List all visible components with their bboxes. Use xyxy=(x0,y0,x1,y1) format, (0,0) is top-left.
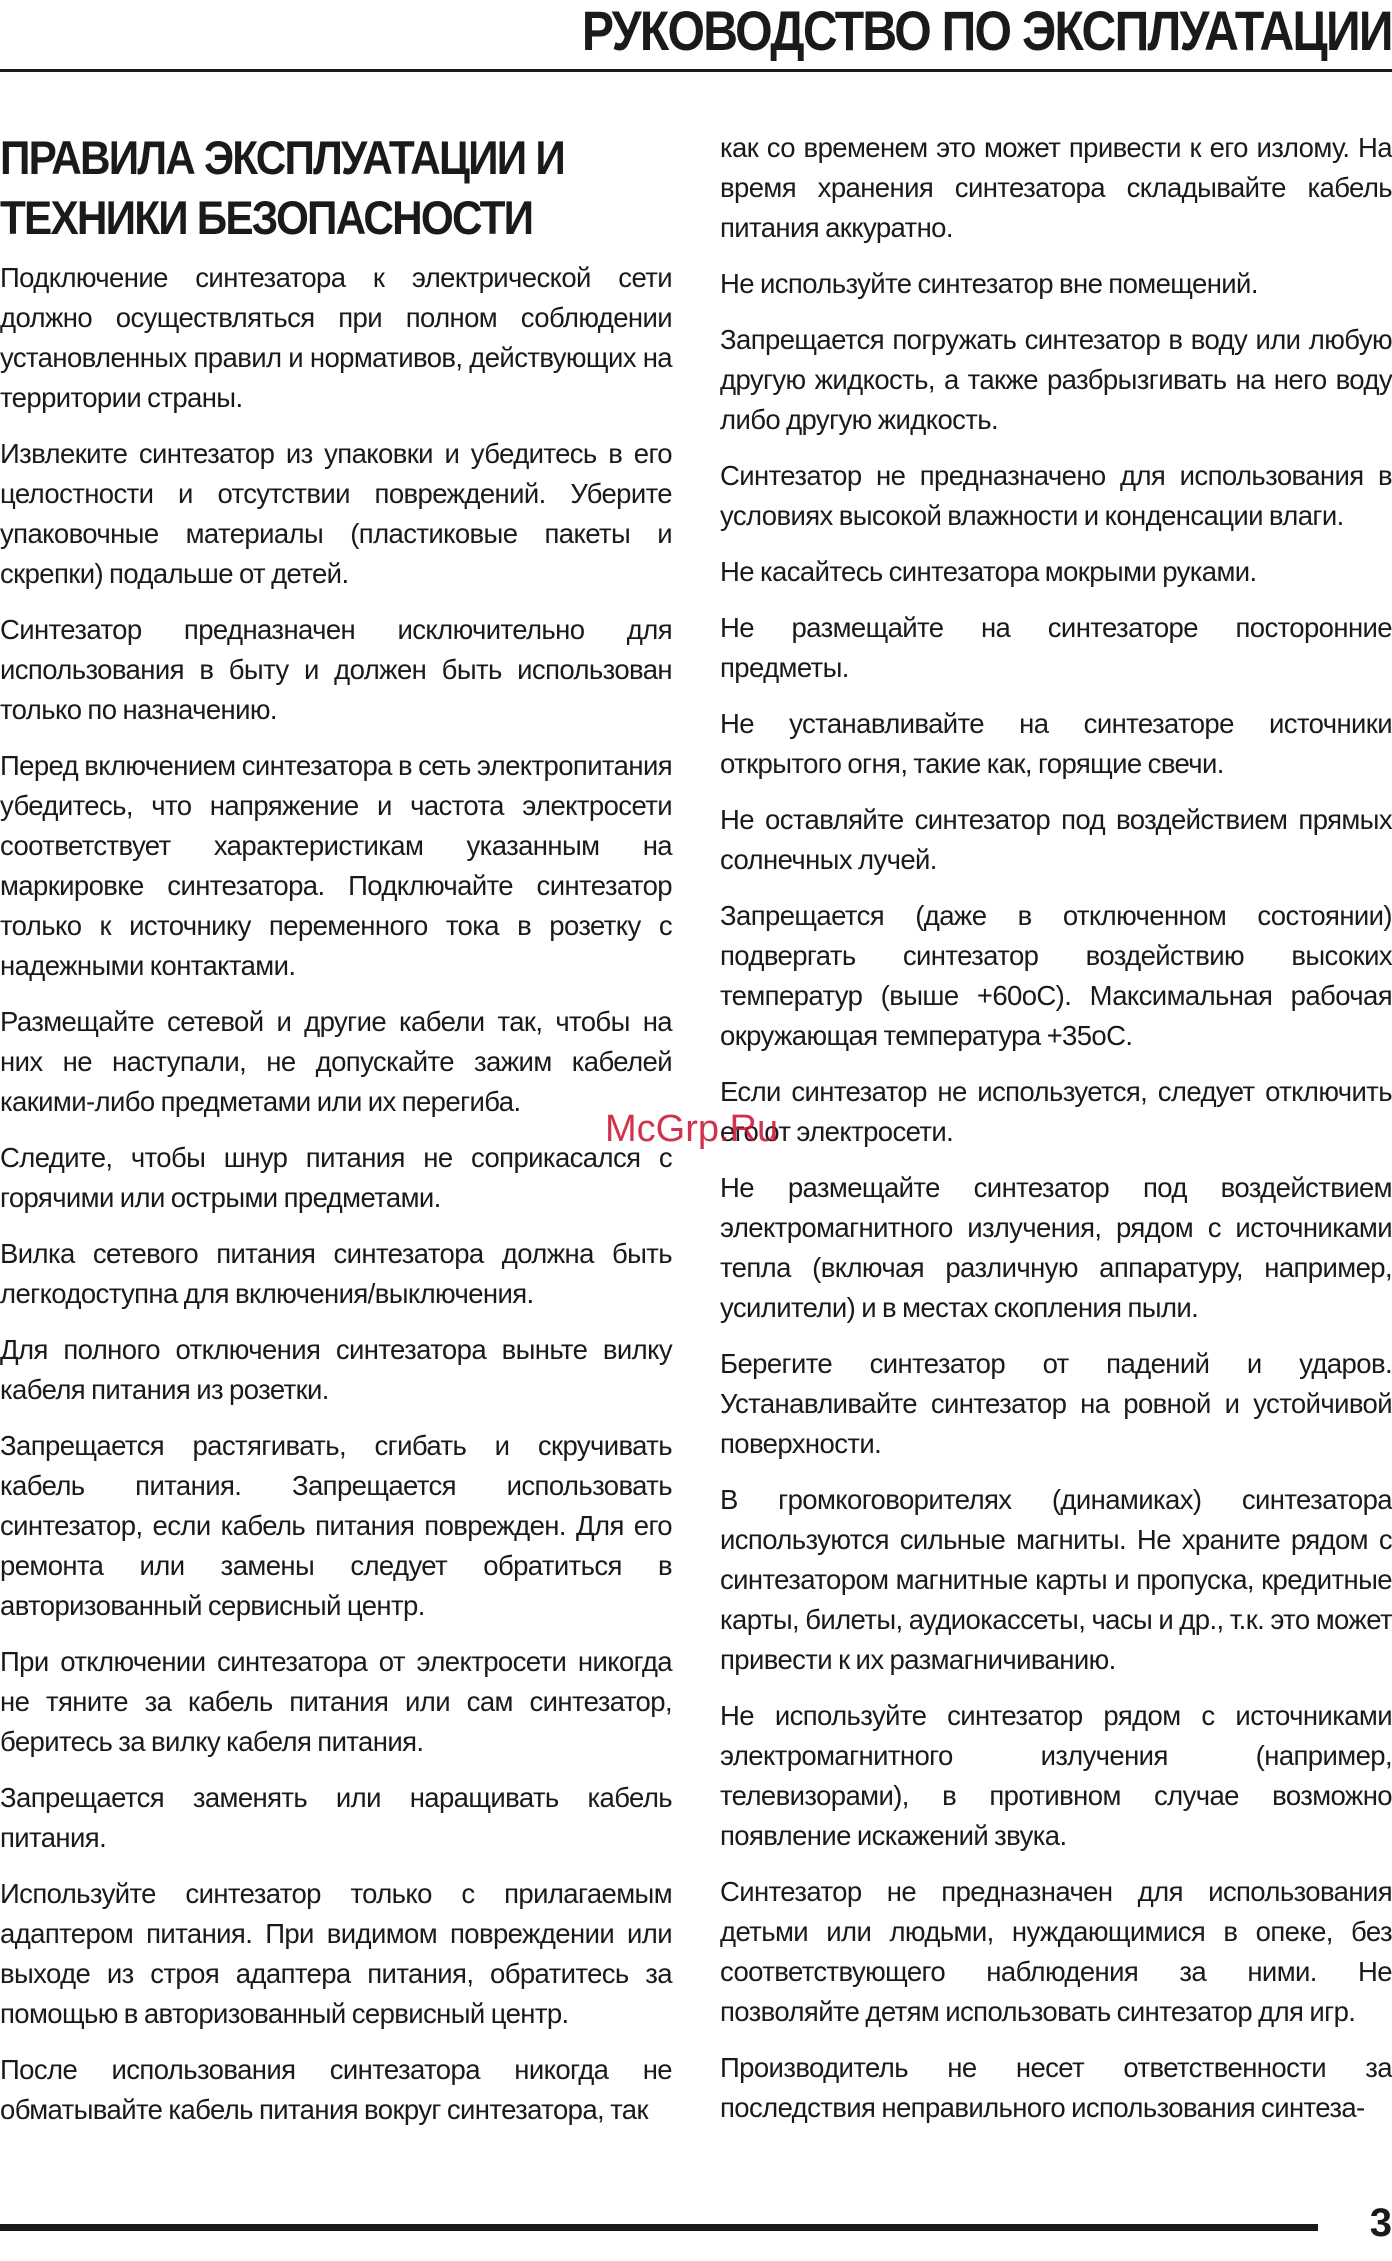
paragraph: Синтезатор не предназначено для использования в условиях высокой влажности и конденсации влаги. xyxy=(720,460,1392,531)
section-title-line-2: ТЕХНИКИ БЕЗОПАСНОСТИ xyxy=(0,191,533,244)
paragraph: как со временем это может привести к его излому. На время хранения синтезатора складывайте кабель питания аккуратно. xyxy=(720,132,1392,243)
paragraph: Не используйте синтезатор вне помещений. xyxy=(720,268,1258,299)
section-title-line-1: ПРАВИЛА ЭКСПЛУАТАЦИИ И xyxy=(0,131,564,184)
paragraph: Следите, чтобы шнур питания не соприкасался с горячими или острыми предметами. xyxy=(0,1142,672,1213)
paragraph: Не оставляйте синтезатор под воздействием прямых солнечных лучей. xyxy=(720,804,1392,875)
paragraph: Используйте синтезатор только с прилагаемым адаптером питания. При видимом повреждении или выходе из строя адаптера питания, обратитесь за помощью в авторизованный сервисный центр. xyxy=(0,1878,672,2029)
paragraph: Не размещайте синтезатор под воздействием электромагнитного излучения, рядом с источниками тепла (включая различную аппаратуру, например, усилители) и в местах скопления пыли. xyxy=(720,1172,1392,1323)
paragraph: Извлеките синтезатор из упаковки и убедитесь в его целостности и отсутствии повреждений. Уберите упаковочные материалы (пластиковые пакеты и скрепки) подальше от детей. xyxy=(0,438,672,589)
paragraph: Не устанавливайте на синтезаторе источники открытого огня, такие как, горящие свечи. xyxy=(720,708,1392,779)
paragraph: Запрещается погружать синтезатор в воду или любую другую жидкость, а также разбрызгивать на него воду либо другую жидкость. xyxy=(720,324,1392,435)
left-column xyxy=(0,128,672,2146)
paragraph: Синтезатор не предназначен для использования детьми или людьми, нуждающимися в опеке, без соответствующего наблюдения за ними. Не позволяйте детям использовать синтезатор для игр. xyxy=(720,1876,1392,2027)
right-column xyxy=(720,128,1392,2144)
paragraph: Размещайте сетевой и другие кабели так, чтобы на них не наступали, не допускайте зажим кабелей какими-либо предметами или их перегиба. xyxy=(0,1006,672,1117)
page-number: 3 xyxy=(1369,2201,1392,2245)
paragraph: Если синтезатор не используется, следует отключить его от электросети. xyxy=(720,1076,1392,1147)
paragraph: Производитель не несет ответственности за последствия неправильного использования синтеза- xyxy=(720,2052,1392,2123)
paragraph: Перед включением синтезатора в сеть электропитания убедитесь, что напряжение и частота электросети соответствует характеристикам указанным на маркировке синтезатора. Подключайте синтезатор только к источнику переменного тока в розетку с надежными контактами. xyxy=(0,750,672,981)
paragraph: Синтезатор предназначен исключительно для использования в быту и должен быть использован только по назначению. xyxy=(0,614,672,725)
paragraph: Запрещается растягивать, сгибать и скручивать кабель питания. Запрещается использовать синтезатор, если кабель питания поврежден. Для его ремонта или замены следует обратиться в авторизованный сервисный центр. xyxy=(0,1430,672,1621)
section-title xyxy=(0,128,666,248)
footer-rule xyxy=(0,2224,1318,2231)
paragraph: Запрещается (даже в отключенном состоянии) подвергать синтезатор воздействию высоких температур (выше +60оС). Максимальная рабочая окружающая температура +35оС. xyxy=(720,900,1392,1051)
paragraph: Для полного отключения синтезатора выньте вилку кабеля питания из розетки. xyxy=(0,1334,672,1405)
watermark: McGrp.Ru xyxy=(605,1108,779,1150)
paragraph: Вилка сетевого питания синтезатора должна быть легкодоступна для включения/выключения. xyxy=(0,1238,672,1309)
header-title: РУКОВОДСТВО ПО ЭКСПЛУАТАЦИИ xyxy=(582,0,1392,62)
paragraph: Не касайтесь синтезатора мокрыми руками. xyxy=(720,556,1257,587)
paragraph: При отключении синтезатора от электросети никогда не тяните за кабель питания или сам синтезатор, беритесь за вилку кабеля питания. xyxy=(0,1646,672,1757)
paragraph: Не используйте синтезатор рядом с источниками электромагнитного излучения (например, телевизорами), в противном случае возможно появление искажений звука. xyxy=(720,1700,1392,1851)
paragraph: Не размещайте на синтезаторе посторонние предметы. xyxy=(720,612,1392,683)
paragraph: В громкоговорителях (динамиках) синтезатора используются сильные магниты. Не храните рядом с синтезатором магнитные карты и пропуска, кредитные карты, билеты, аудиокассеты, часы и др., т.к. это может привести к их размагничиванию. xyxy=(720,1484,1392,1675)
paragraph: После использования синтезатора никогда не обматывайте кабель питания вокруг синтезатора, так xyxy=(0,2054,672,2125)
paragraph: Подключение синтезатора к электрической сети должно осуществляться при полном соблюдении установленных правил и нормативов, действующих на территории страны. xyxy=(0,262,672,413)
paragraph: Запрещается заменять или наращивать кабель питания. xyxy=(0,1782,672,1853)
paragraph: Берегите синтезатор от падений и ударов. Устанавливайте синтезатор на ровной и устойчивой поверхности. xyxy=(720,1348,1392,1459)
